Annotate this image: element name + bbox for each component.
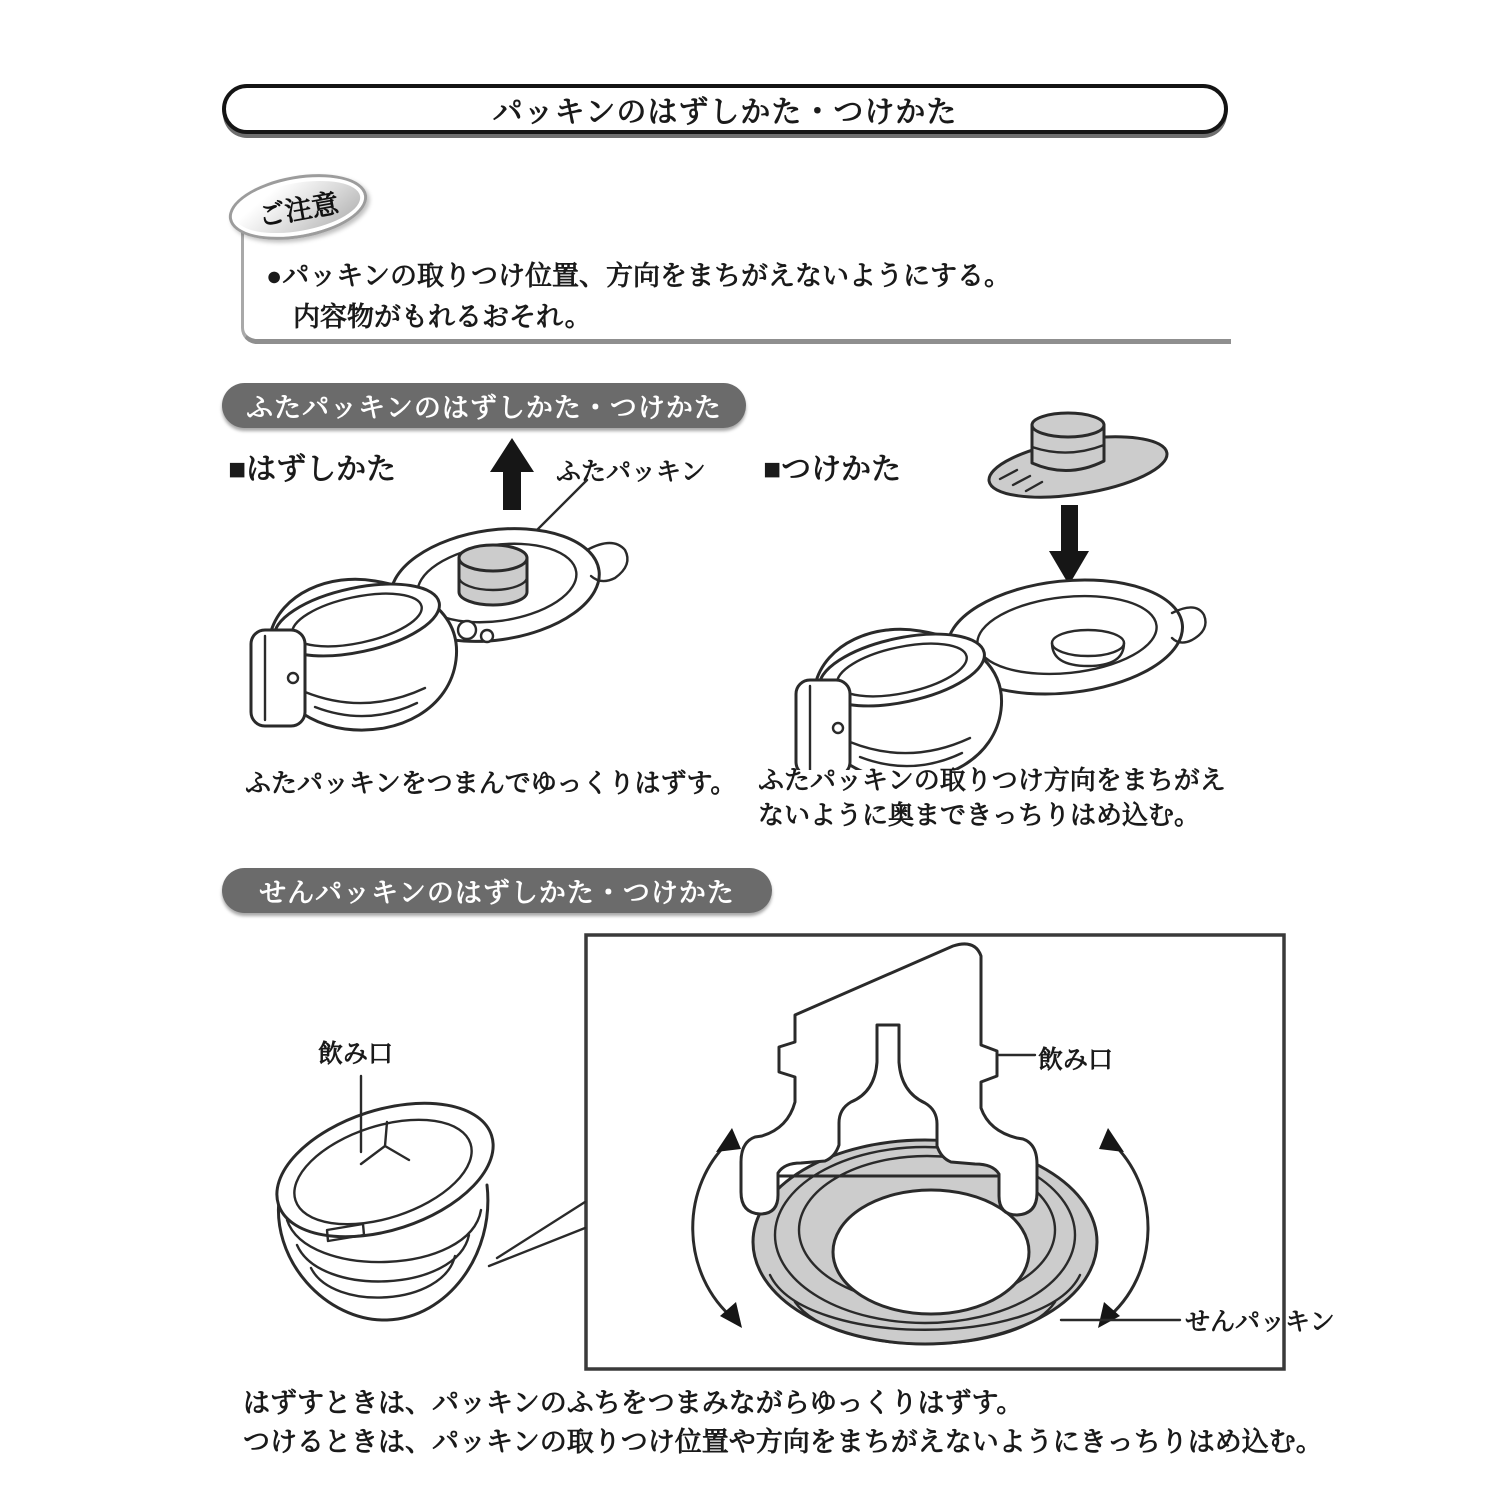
stopper-gasket-figure xyxy=(235,930,1295,1380)
remove-heading: ■はずしかた xyxy=(228,453,397,486)
spout-label-left: 飲み口 xyxy=(318,1040,394,1068)
lid-gasket-drawing xyxy=(459,545,527,605)
lid-gasket-label: ふたパッキン xyxy=(556,458,706,486)
caution-box xyxy=(241,214,1231,344)
caution-text xyxy=(266,256,1011,338)
mouthpiece-drawing xyxy=(260,1076,510,1320)
magnify-leader-lines xyxy=(489,1202,585,1266)
lid-attach-figure xyxy=(770,405,1250,770)
attach-caption-line-2: ないように奥まできっちりはめ込む。 xyxy=(758,800,1201,830)
stopper-gasket-section-header-text: せんパッキンのはずしかた・つけかた xyxy=(259,878,735,908)
lid-base-drawing xyxy=(796,621,1002,770)
down-arrow-icon xyxy=(1049,505,1089,585)
stopper-gasket-ring-drawing xyxy=(753,1140,1097,1344)
page-title xyxy=(222,84,1228,134)
spout-label-right: 飲み口 xyxy=(1038,1046,1114,1074)
attach-heading: ■つけかた xyxy=(763,453,902,486)
page-title-text: パッキンのはずしかた・つけかた xyxy=(492,96,958,129)
caution-badge-text: ご注意 xyxy=(255,187,341,232)
remove-caption: ふたパッキンをつまんでゆっくりはずす。 xyxy=(245,768,737,798)
lid-remove-figure xyxy=(235,430,750,770)
lid-base-drawing xyxy=(251,571,457,730)
footer-line-1: はずすときは、パッキンのふちをつまみながらゆっくりはずす。 xyxy=(243,1388,1024,1418)
footer-line-2: つけるときは、パッキンの取りつけ位置や方向をまちがえないようにきっちりはめ込む。 xyxy=(243,1427,1323,1457)
attach-caption-line-1: ふたパッキンの取りつけ方向をまちがえ xyxy=(758,765,1226,795)
gasket-label: せんパッキン xyxy=(1185,1308,1335,1336)
caution-line-1: ●パッキンの取りつけ位置、方向をまちがえないようにする。 xyxy=(266,261,1012,291)
lid-gasket-hat-drawing xyxy=(985,413,1171,508)
up-arrow-icon xyxy=(490,438,534,510)
footer-instructions xyxy=(243,1384,1323,1462)
hinge-drawing xyxy=(458,621,476,639)
stopper-gasket-section-header xyxy=(222,868,772,913)
caution-line-2: 内容物がもれるおそれ。 xyxy=(293,302,592,332)
lid-gasket-section-header-text: ふたパッキンのはずしかた・つけかた xyxy=(246,393,722,423)
lid-gasket-section-header xyxy=(222,383,746,428)
attach-caption xyxy=(758,763,1226,833)
